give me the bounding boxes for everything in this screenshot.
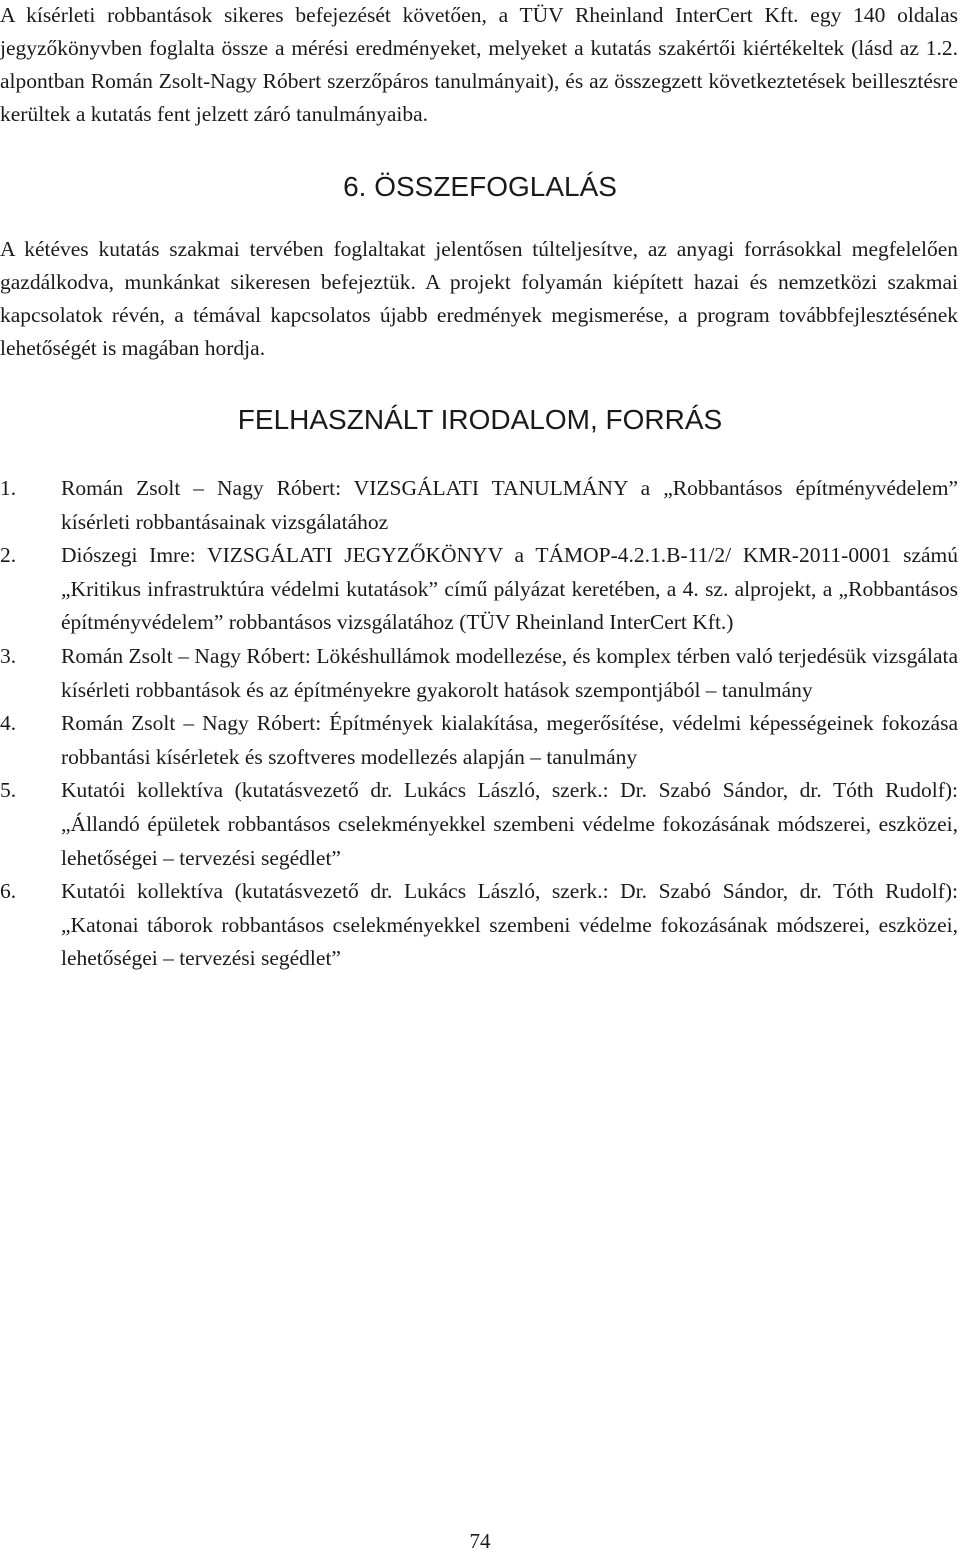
reference-text: Kutatói kollektíva (kutatásvezető dr. Lukács László, szerk.: Dr. Szabó Sándor, dr. Tóth Rudolf): „Katonai táborok robbantásos cselekményekkel szembeni védelme fokozásának módszerei, eszközei, lehetőségei – tervezési segédlet” (61, 879, 958, 971)
references-heading: FELHASZNÁLT IRODALOM, FORRÁS (237, 404, 723, 435)
reference-text: Kutatói kollektíva (kutatásvezető dr. Lukács László, szerk.: Dr. Szabó Sándor, dr. Tóth Rudolf): „Állandó épületek robbantásos cselekményekkel szembeni védelme fokozásának módszerei, eszközei, lehetőségei – tervezési segédlet” (61, 778, 958, 870)
page-number: 74 (469, 1529, 491, 1553)
reference-item (0, 707, 958, 774)
summary-paragraph: A kétéves kutatás szakmai tervében foglaltakat jelentősen túlteljesítve, az anyagi forrásokkal megfelelően gazdálkodva, munkánkat sikeresen befejeztük. A projekt folyamán kiépített hazai és nemzetközi szakmai kapcsolatok révén, a témával kapcsolatos újabb eredmények megismerése, a program továbbfejlesztésének lehetőségét is magában hordja. (0, 237, 958, 360)
references-list (0, 472, 958, 976)
reference-number: 6. (0, 879, 17, 904)
reference-item (0, 774, 958, 875)
reference-number: 2. (0, 543, 17, 568)
reference-number: 5. (0, 778, 17, 803)
reference-text: Román Zsolt – Nagy Róbert: VIZSGÁLATI TANULMÁNY a „Robbantásos építményvédelem” kísérleti robbantásainak vizsgálatához (61, 476, 958, 534)
reference-item (0, 875, 958, 976)
reference-item (0, 640, 958, 707)
reference-text: Román Zsolt – Nagy Róbert: Lökéshullámok modellezése, és komplex térben való terjedésük vizsgálata kísérleti robbantások és az építményekre gyakorolt hatások szempontjából – tanulmány (61, 643, 958, 702)
reference-item (0, 539, 958, 640)
reference-text: Román Zsolt – Nagy Róbert: Építmények kialakítása, megerősítése, védelmi képességeinek fokozása robbantási kísérletek és szoftveres modellezés alapján – tanulmány (61, 711, 958, 769)
reference-number: 1. (0, 476, 17, 500)
reference-item (0, 472, 958, 539)
intro-paragraph: A kísérleti robbantások sikeres befejezését követően, a TÜV Rheinland InterCert Kft. egy 140 oldalas jegyzőkönyvben foglalta össze a mérési eredményeket, melyeket a kutatás szakértői kiértékeltek (lásd az 1.2. alpontban Román Zsolt-Nagy Róbert szerzőpáros tanulmányait), és az összegzett következtetések beillesztésre kerültek a kutatás fent jelzett záró tanulmányaiba. (0, 3, 958, 126)
summary-heading: 6. ÖSSZEFOGLALÁS (343, 171, 617, 202)
reference-number: 3. (0, 643, 17, 668)
reference-number: 4. (0, 711, 17, 736)
reference-text: Diószegi Imre: VIZSGÁLATI JEGYZŐKÖNYV a TÁMOP-4.2.1.B-11/2/ KMR-2011-0001 számú „Kritikus infrastruktúra védelmi kutatások” című pályázat keretében, a 4. sz. alprojekt, a „Robbantásos építményvédelem” robbantásos vizsgálatához (TÜV Rheinland InterCert Kft.) (61, 543, 958, 635)
